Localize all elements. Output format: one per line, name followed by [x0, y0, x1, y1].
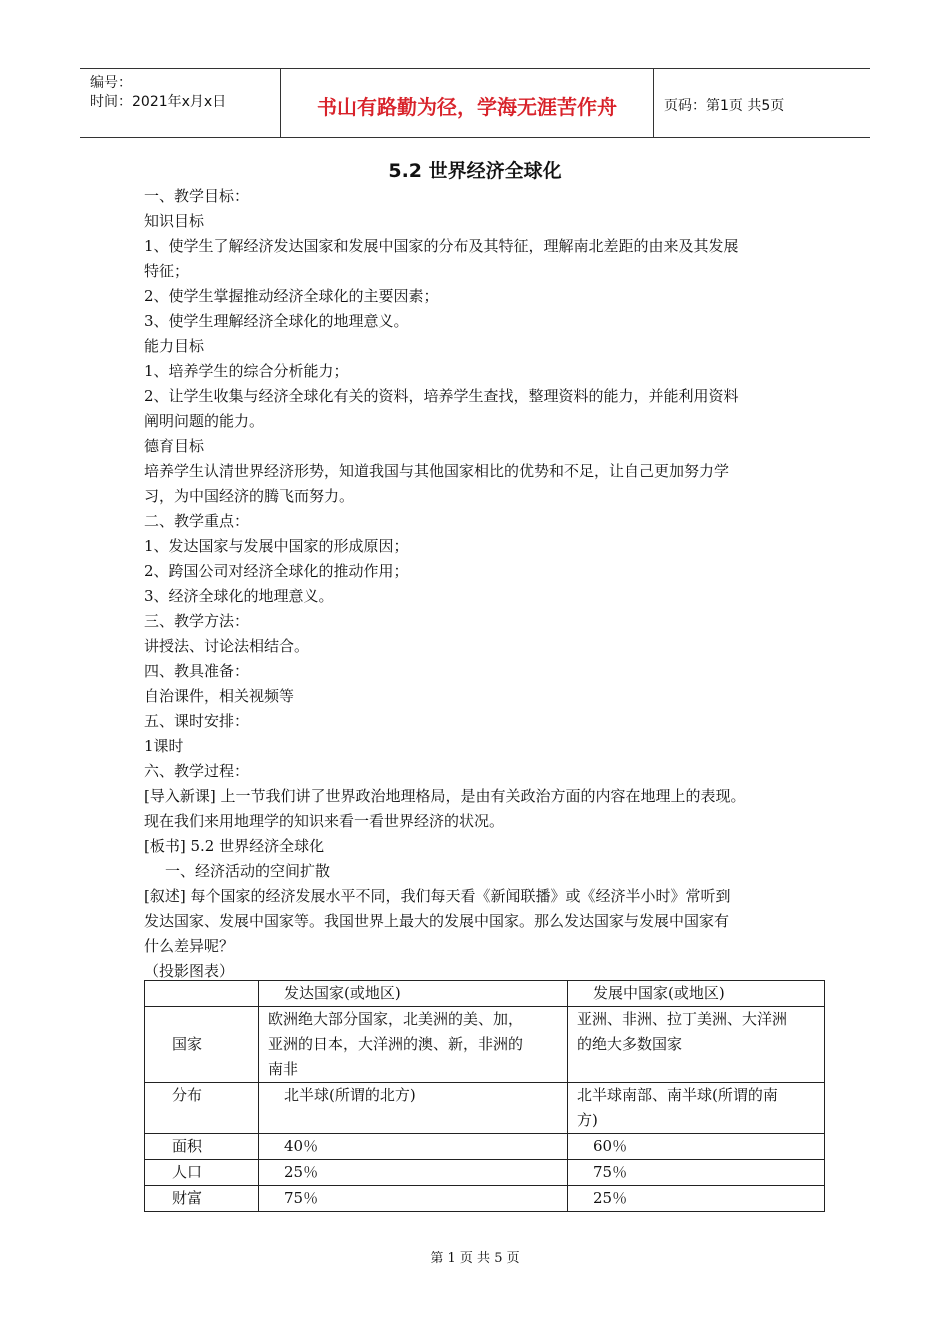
- text-line: （投影图表）: [144, 962, 235, 980]
- date-label: 时间：2021年x月x日: [90, 94, 227, 110]
- table-row: [145, 1007, 825, 1083]
- text-line: 3、经济全球化的地理意义。: [144, 587, 334, 605]
- text-line: 知识目标: [144, 212, 205, 230]
- text-line: 三、教学方法：: [144, 612, 250, 630]
- number-label: 编号：: [90, 75, 132, 91]
- table-cell-line: 北半球(所谓的北方): [284, 1086, 416, 1104]
- text-line: 现在我们来用地理学的知识来看一看世界经济的状况。: [144, 812, 505, 830]
- table-cell: [568, 1186, 825, 1212]
- table-header-cell: 发达国家(或地区): [259, 981, 568, 1007]
- table-cell: [259, 1083, 568, 1134]
- table-header-cell: [145, 981, 259, 1007]
- table-cell: [568, 1134, 825, 1160]
- header-cell-info: [80, 69, 281, 137]
- text-line: 2、使学生掌握推动经济全球化的主要因素；: [144, 287, 439, 305]
- header-cell-motto: [281, 69, 654, 137]
- table-row: [145, 1186, 825, 1212]
- text-line: [导入新课] 上一节我们讲了世界政治地理格局，是由有关政治方面的内容在地理上的表现。: [144, 787, 746, 805]
- table-row-label: 面积: [145, 1134, 259, 1160]
- table-cell-line: 60％: [593, 1137, 628, 1155]
- text-line: 能力目标: [144, 337, 205, 355]
- table-cell: [259, 1160, 568, 1186]
- comparison-table: [144, 980, 825, 1212]
- text-line: [板书] 5.2 世界经济全球化: [144, 837, 325, 855]
- text-line: 2、跨国公司对经济全球化的推动作用；: [144, 562, 409, 580]
- table-row: [145, 1134, 825, 1160]
- text-line: 阐明问题的能力。: [144, 412, 265, 430]
- text-line: 一、教学目标：: [144, 187, 250, 205]
- table-cell-line: 40％: [284, 1137, 319, 1155]
- header-table: [80, 68, 870, 138]
- document-body: [144, 184, 824, 984]
- text-line: 六、教学过程：: [144, 762, 250, 780]
- table-header-cell: 发展中国家(或地区): [568, 981, 825, 1007]
- table-cell: [568, 1007, 825, 1083]
- table-row-label: 分布: [145, 1083, 259, 1134]
- text-line: 讲授法、讨论法相结合。: [144, 637, 310, 655]
- text-line: 二、教学重点：: [144, 512, 250, 530]
- text-line: [叙述] 每个国家的经济发展水平不同，我们每天看《新闻联播》或《经济半小时》常听到: [144, 887, 731, 905]
- table-cell: [259, 1007, 568, 1083]
- table-row-label: 财富: [145, 1186, 259, 1212]
- text-line: 1课时: [144, 737, 184, 755]
- page-label: 页码：第1页 共5页: [664, 98, 785, 114]
- text-line: 自治课件，相关视频等: [144, 687, 295, 705]
- text-line: 四、教具准备：: [144, 662, 250, 680]
- document-title: 5.2 世界经济全球化: [388, 160, 562, 182]
- table-cell: [259, 1134, 568, 1160]
- table-cell-line: 的绝大多数国家: [577, 1035, 683, 1053]
- table-row-label: 人口: [145, 1160, 259, 1186]
- table-cell: [568, 1160, 825, 1186]
- text-line: 习，为中国经济的腾飞而努力。: [144, 487, 355, 505]
- text-line: 3、使学生理解经济全球化的地理意义。: [144, 312, 409, 330]
- table-cell-line: 亚洲的日本，大洋洲的澳、新，非洲的: [268, 1035, 524, 1053]
- table-cell-line: 方): [577, 1111, 598, 1129]
- table-header-row: [145, 981, 825, 1007]
- table-cell-line: 欧洲绝大部分国家，北美洲的美、加，: [268, 1010, 524, 1028]
- motto: 书山有路勤为径，学海无涯苦作舟: [317, 95, 617, 119]
- text-line: 发达国家、发展中国家等。我国世界上最大的发展中国家。那么发达国家与发展中国家有: [144, 912, 730, 930]
- table-cell-line: 北半球南部、南半球(所谓的南: [577, 1086, 778, 1104]
- table-cell-line: 25％: [284, 1163, 319, 1181]
- text-line: 2、让学生收集与经济全球化有关的资料，培养学生查找，整理资料的能力，并能利用资料: [144, 387, 739, 405]
- text-line: 培养学生认清世界经济形势，知道我国与其他国家相比的优势和不足，让自己更加努力学: [144, 462, 730, 480]
- text-line: 德育目标: [144, 437, 205, 455]
- text-line: 五、课时安排：: [144, 712, 250, 730]
- table-cell-line: 亚洲、非洲、拉丁美洲、大洋洲: [577, 1010, 788, 1028]
- table-cell-line: 75％: [284, 1189, 319, 1207]
- table-row: [145, 1083, 825, 1134]
- table-cell: [259, 1186, 568, 1212]
- text-line: 什么差异呢？: [144, 937, 235, 955]
- text-line: 一、经济活动的空间扩散: [165, 862, 331, 880]
- header-cell-page: [654, 69, 870, 137]
- table-cell-line: 25％: [593, 1189, 628, 1207]
- table-cell-line: 南非: [268, 1060, 299, 1078]
- table-row-label: 国家: [145, 1007, 259, 1083]
- text-line: 1、培养学生的综合分析能力；: [144, 362, 349, 380]
- text-line: 特征；: [144, 262, 190, 280]
- table-row: [145, 1160, 825, 1186]
- table-cell: [568, 1083, 825, 1134]
- page-footer: 第 1 页 共 5 页: [430, 1251, 520, 1266]
- text-line: 1、发达国家与发展中国家的形成原因；: [144, 537, 409, 555]
- text-line: 1、使学生了解经济发达国家和发展中国家的分布及其特征，理解南北差距的由来及其发展: [144, 237, 739, 255]
- table-cell-line: 75％: [593, 1163, 628, 1181]
